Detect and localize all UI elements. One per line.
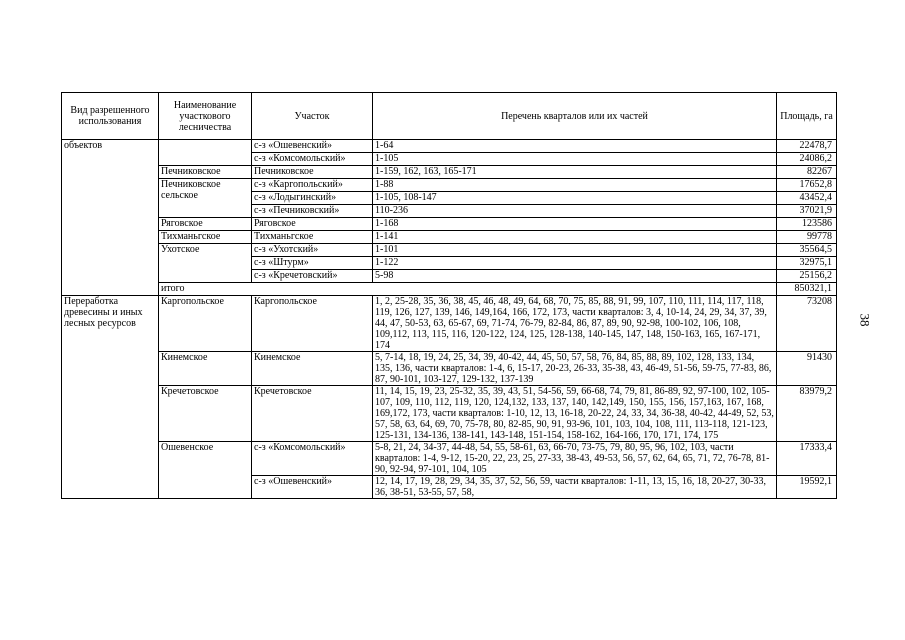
total-label: итого (159, 283, 777, 296)
quarters-cell: 1-105, 108-147 (373, 192, 777, 205)
use-type-cell (62, 442, 159, 476)
quarters-cell: 1-101 (373, 244, 777, 257)
use-type-cell (62, 476, 159, 499)
area-cell: 19592,1 (777, 476, 837, 499)
area-cell: 32975,1 (777, 257, 837, 270)
forestry-cell: Печниковское сельское (159, 179, 252, 218)
quarters-cell: 12, 14, 17, 19, 28, 29, 34, 35, 37, 52, 56, 59, части кварталов: 1-11, 13, 15, 16, 18, 20-27, 30-33, 36, 38-51, 53-55, 57, 58, (373, 476, 777, 499)
forestry-cell (159, 140, 252, 153)
plot-cell: с-з «Каргопольский» (252, 179, 373, 192)
plot-cell: с-з «Ошевенский» (252, 476, 373, 499)
page-number: 38 (857, 313, 873, 327)
quarters-cell: 1-88 (373, 179, 777, 192)
quarters-cell: 1-122 (373, 257, 777, 270)
plot-cell: Кинемское (252, 352, 373, 386)
forestry-cell: Ухотское (159, 244, 252, 283)
table-row (62, 352, 837, 386)
plot-cell: с-з «Штурм» (252, 257, 373, 270)
use-type-cell: объектов (62, 140, 159, 153)
use-type-cell (62, 166, 159, 179)
plot-cell: с-з «Ухотский» (252, 244, 373, 257)
total-area-cell: 850321,1 (777, 283, 837, 296)
plot-cell: с-з «Ошевенский» (252, 140, 373, 153)
forestry-cell: Ряговское (159, 218, 252, 231)
plot-cell: Ряговское (252, 218, 373, 231)
plot-cell: Тихманьгское (252, 231, 373, 244)
area-cell: 35564,5 (777, 244, 837, 257)
quarters-cell: 110-236 (373, 205, 777, 218)
use-type-cell (62, 153, 159, 166)
use-type-cell (62, 192, 159, 205)
quarters-cell: 1-64 (373, 140, 777, 153)
area-cell: 37021,9 (777, 205, 837, 218)
table-row (62, 296, 837, 352)
forestry-cell: Каргопольское (159, 296, 252, 352)
use-type-cell: Переработка древесины и иных лесных ресурсов (62, 296, 159, 352)
use-type-cell (62, 352, 159, 386)
area-cell: 22478,7 (777, 140, 837, 153)
use-type-cell (62, 205, 159, 218)
plot-cell: Печниковское (252, 166, 373, 179)
area-cell: 43452,4 (777, 192, 837, 205)
forestry-cell: Тихманьгское (159, 231, 252, 244)
table-row (62, 386, 837, 442)
quarters-cell: 1-168 (373, 218, 777, 231)
header-forestry: Наименование участкового лесничества (159, 93, 252, 140)
table-header-row (62, 93, 837, 140)
table-row (62, 153, 837, 166)
table-row (62, 179, 837, 192)
table-row (62, 442, 837, 476)
area-cell: 24086,2 (777, 153, 837, 166)
plot-cell: Каргопольское (252, 296, 373, 352)
use-type-cell (62, 386, 159, 442)
quarters-cell: 1-141 (373, 231, 777, 244)
area-cell: 17652,8 (777, 179, 837, 192)
quarters-cell: 5, 7-14, 18, 19, 24, 25, 34, 39, 40-42, 44, 45, 50, 57, 58, 76, 84, 85, 88, 89, 102, 128, 133, 134, 135, 136, части кварталов: 1-4, 6, 15-17, 20-23, 26-33, 35-38, 43, 46-49, 51-56, 59-75, 77-83, 86, 87, 90-101, 103-127, 129-132, 137-139 (373, 352, 777, 386)
forestry-cell (159, 153, 252, 166)
header-plot: Участок (252, 93, 373, 140)
area-cell: 83979,2 (777, 386, 837, 442)
table-row (62, 218, 837, 231)
area-cell: 17333,4 (777, 442, 837, 476)
area-cell: 99778 (777, 231, 837, 244)
plot-cell: с-з «Комсомольский» (252, 153, 373, 166)
forestry-cell: Кинемское (159, 352, 252, 386)
quarters-cell: 1-159, 162, 163, 165-171 (373, 166, 777, 179)
forest-use-table (61, 92, 837, 499)
quarters-cell: 5-8, 21, 24, 34-37, 44-48, 54, 55, 58-61, 63, 66-70, 73-75, 79, 80, 95, 96, 102, 103, части кварталов: 1-4, 9-12, 15-20, 22, 23, 25, 27-33, 38-43, 49-53, 56, 57, 62, 64, 65, 71, 72, 76-78, 81-90, 92-94, 97-101, 104, 105 (373, 442, 777, 476)
plot-cell: Кречетовское (252, 386, 373, 442)
table-row-total (62, 283, 837, 296)
header-use-type: Вид разрешенного использования (62, 93, 159, 140)
quarters-cell: 5-98 (373, 270, 777, 283)
plot-cell: с-з «Комсомольский» (252, 442, 373, 476)
table-row (62, 244, 837, 257)
plot-cell: с-з «Кречетовский» (252, 270, 373, 283)
header-quarters: Перечень кварталов или их частей (373, 93, 777, 140)
use-type-cell (62, 218, 159, 231)
quarters-cell: 11, 14, 15, 19, 23, 25-32, 35, 39, 43, 51, 54-56, 59, 66-68, 74, 79, 81, 86-89, 92, 97-100, 102, 105-107, 109, 110, 112, 119, 120, 124,132, 133, 137, 140, 142,149, 150, 155, 156, 157,163, 167, 168, 169,172, 173, части кварталов: 1-10, 12, 13, 16-18, 20-22, 24, 33, 34, 36-38, 40-42, 44-49, 52, 53, 57, 58, 63, 64, 69, 70, 75-78, 80, 82-85, 90, 91, 93-96, 101, 103, 104, 108, 111, 113-118, 121-123, 125-131, 134-136, 138-141, 143-148, 151-154, 158-162, 164-166, 170, 171, 174, 175 (373, 386, 777, 442)
use-type-cell (62, 283, 159, 296)
forestry-cell: Печниковское (159, 166, 252, 179)
use-type-cell (62, 231, 159, 244)
area-cell: 91430 (777, 352, 837, 386)
area-cell: 82267 (777, 166, 837, 179)
forestry-cell: Ошевенское (159, 442, 252, 499)
use-type-cell (62, 270, 159, 283)
plot-cell: с-з «Лодыгинский» (252, 192, 373, 205)
header-area: Площадь, га (777, 93, 837, 140)
table-row (62, 140, 837, 153)
table-row (62, 231, 837, 244)
area-cell: 25156,2 (777, 270, 837, 283)
area-cell: 73208 (777, 296, 837, 352)
use-type-cell (62, 257, 159, 270)
use-type-cell (62, 179, 159, 192)
area-cell: 123586 (777, 218, 837, 231)
quarters-cell: 1, 2, 25-28, 35, 36, 38, 45, 46, 48, 49, 64, 68, 70, 75, 85, 88, 91, 99, 107, 110, 111, 114, 117, 118, 119, 126, 127, 139, 146, 149,164, 166, 172, 173, части кварталов: 3, 4, 10-14, 24, 29, 34, 37, 39, 44, 47, 50-53, 63, 65-67, 69, 71-74, 76-79, 82-84, 86, 87, 89, 90, 92-98, 100-102, 106, 108, 109,112, 113, 115, 116, 120-122, 124, 125, 128-138, 140-145, 147, 148, 150-163, 165, 167-171, 174 (373, 296, 777, 352)
table-row (62, 166, 837, 179)
forestry-cell: Кречетовское (159, 386, 252, 442)
plot-cell: с-з «Печниковский» (252, 205, 373, 218)
use-type-cell (62, 244, 159, 257)
quarters-cell: 1-105 (373, 153, 777, 166)
